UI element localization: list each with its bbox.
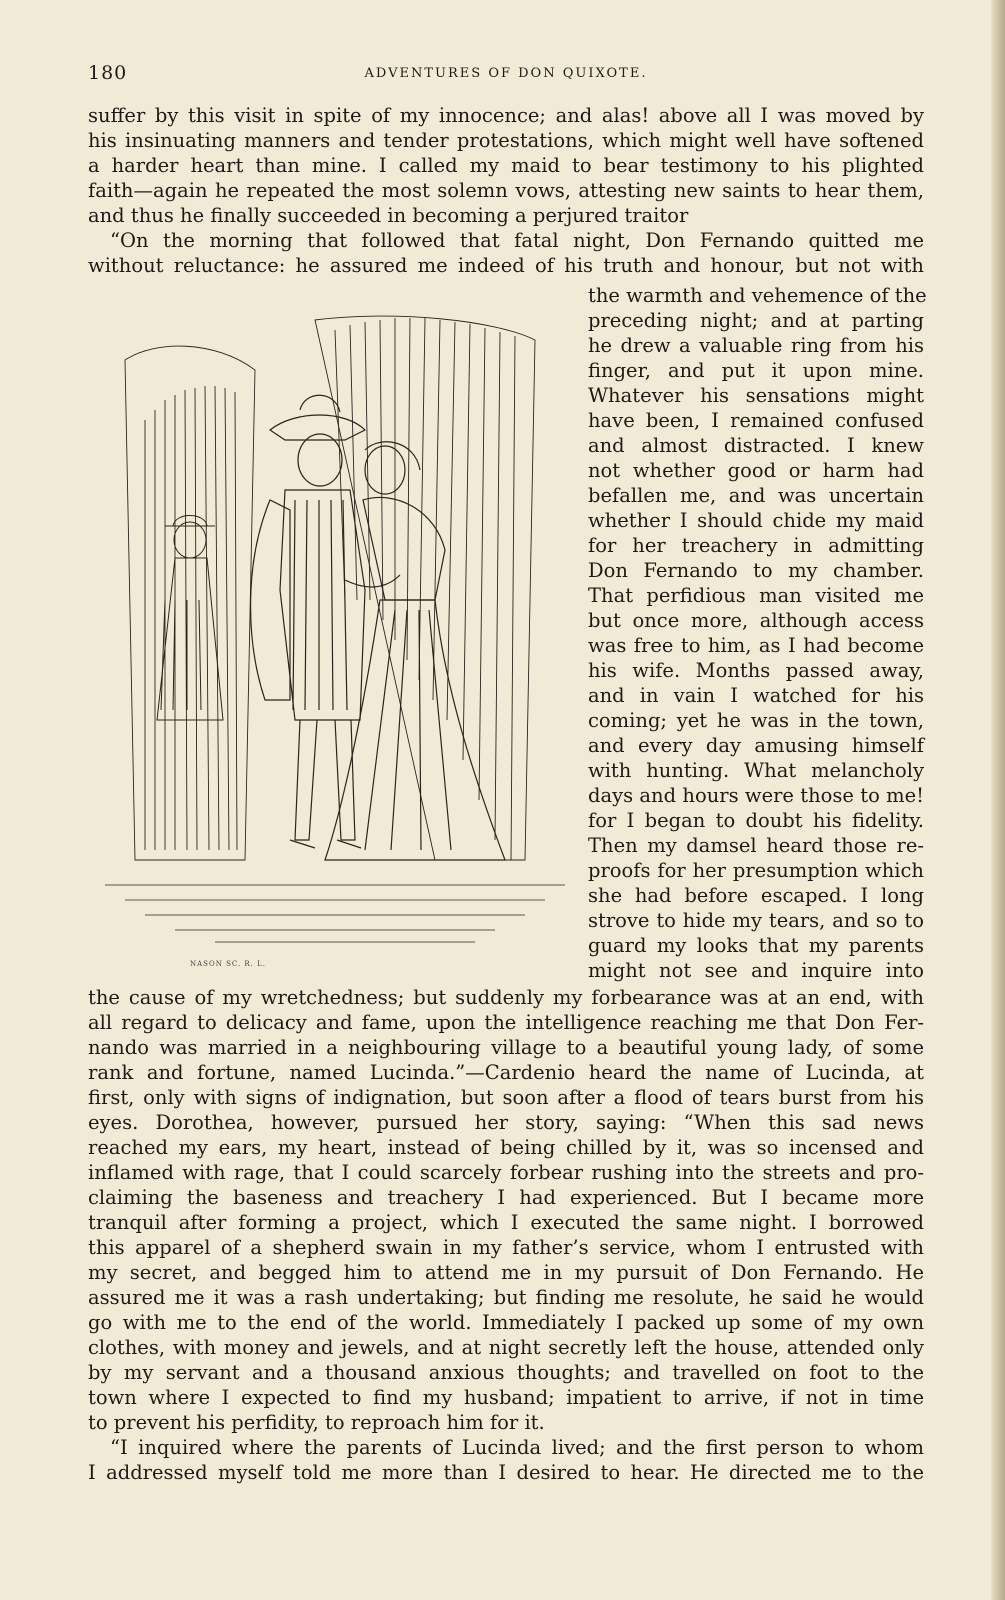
engraving-illustration — [95, 300, 575, 980]
text-line: and thus he finally succeeded in becoming a perjured traitor — [88, 204, 689, 227]
text-line: suffer by this visit in spite of my innocence; and alas! above all I was moved by — [88, 104, 924, 127]
text-line: tranquil after forming a project, which I executed the same night. I borrowed — [88, 1211, 924, 1234]
text-line: nando was married in a neighbouring village to a beautiful young lady, of some — [88, 1036, 924, 1059]
text-line: That perfidious man visited me — [588, 584, 924, 607]
text-line: faith—again he repeated the most solemn vows, attesting new saints to hear them, — [88, 179, 924, 202]
floor-lines — [105, 885, 565, 942]
text-line: my secret, and begged him to attend me in my pursuit of Don Fernando. He — [88, 1261, 924, 1284]
text-line: guard my looks that my parents — [588, 934, 924, 957]
text-line: finger, and put it upon mine. — [588, 359, 924, 382]
text-line: the cause of my wretchedness; but suddenly my forbearance was at an end, with — [88, 986, 924, 1009]
text-line: Then my damsel heard those re- — [588, 834, 924, 857]
text-line: preceding night; and at parting — [588, 309, 924, 332]
text-line: the warmth and vehemence of the — [588, 284, 927, 307]
text-line: claiming the baseness and treachery I had experienced. But I became more — [88, 1186, 924, 1209]
text-line: not whether good or harm had — [588, 459, 924, 482]
servant-figure — [157, 516, 223, 721]
text-line: his wife. Months passed away, — [588, 659, 924, 682]
text-line: coming; yet he was in the town, — [588, 709, 924, 732]
text-line: but once more, although access — [588, 609, 924, 632]
text-line: rank and fortune, named Lucinda.”—Cardenio heard the name of Lucinda, at — [88, 1061, 924, 1084]
text-line: with hunting. What melancholy — [588, 759, 924, 782]
text-line: town where I expected to find my husband; impatient to arrive, if not in time — [88, 1386, 924, 1409]
text-block-top — [88, 103, 924, 278]
text-line: I addressed myself told me more than I desired to hear. He directed me to the — [88, 1461, 924, 1484]
text-line: he drew a valuable ring from his — [588, 334, 924, 357]
page-edge — [991, 0, 1005, 1600]
text-line: proofs for her presumption which — [588, 859, 924, 882]
text-line: this apparel of a shepherd swain in my father’s service, whom I entrusted with — [88, 1236, 924, 1259]
text-line: his insinuating manners and tender protestations, which might well have softened — [88, 129, 924, 152]
text-line: eyes. Dorothea, however, pursued her story, saying: “When this sad news — [88, 1111, 924, 1134]
running-head — [88, 62, 924, 90]
text-line: reached my ears, my heart, instead of being chilled by it, was so incensed and — [88, 1136, 924, 1159]
text-line: “On the morning that followed that fatal night, Don Fernando quitted me — [110, 229, 924, 252]
text-line: and every day amusing himself — [588, 734, 924, 757]
text-line: days and hours were those to me! — [588, 784, 924, 807]
engraver-signature: NASON SC. R. L. — [190, 960, 267, 968]
text-line: Don Fernando to my chamber. — [588, 559, 924, 582]
text-line: befallen me, and was uncertain — [588, 484, 924, 507]
text-line: all regard to delicacy and fame, upon the intelligence reaching me that Don Fer- — [88, 1011, 924, 1034]
text-line: clothes, with money and jewels, and at night secretly left the house, attended only — [88, 1336, 924, 1359]
text-line: she had before escaped. I long — [588, 884, 924, 907]
text-line: assured me it was a rash undertaking; but finding me resolute, he said he would — [88, 1286, 924, 1309]
text-line: have been, I remained confused — [588, 409, 924, 432]
text-line: might not see and inquire into — [588, 959, 924, 982]
text-line: without reluctance: he assured me indeed of his truth and honour, but not with — [88, 254, 924, 277]
text-line: to prevent his perfidity, to reproach him for it. — [88, 1411, 545, 1434]
text-line: Whatever his sensations might — [588, 384, 924, 407]
text-line: inflamed with rage, that I could scarcely forbear rushing into the streets and pro- — [88, 1161, 924, 1184]
text-line: strove to hide my tears, and so to — [588, 909, 924, 932]
running-title: ADVENTURES OF DON QUIXOTE. — [364, 66, 648, 81]
text-line: was free to him, as I had become — [588, 634, 924, 657]
text-line: whether I should chide my maid — [588, 509, 924, 532]
man-figure — [251, 395, 365, 848]
text-line: “I inquired where the parents of Lucinda lived; and the first person to whom — [110, 1436, 924, 1459]
text-line: for I began to doubt his fidelity. — [588, 809, 924, 832]
text-block-bottom — [88, 985, 924, 1485]
text-line: first, only with signs of indignation, but soon after a flood of tears burst from his — [88, 1086, 924, 1109]
text-line: go with me to the end of the world. Immediately I packed up some of my own — [88, 1311, 924, 1334]
page-number: 180 — [88, 62, 128, 84]
text-line: and almost distracted. I knew — [588, 434, 924, 457]
right-curtain — [315, 316, 535, 860]
text-block-wrap — [588, 283, 927, 983]
text-line: and in vain I watched for his — [588, 684, 924, 707]
text-line: by my servant and a thousand anxious thoughts; and travelled on foot to the — [88, 1361, 924, 1384]
text-line: for her treachery in admitting — [588, 534, 924, 557]
left-curtain — [125, 346, 255, 860]
text-line: a harder heart than mine. I called my maid to bear testimony to his plighted — [88, 154, 924, 177]
